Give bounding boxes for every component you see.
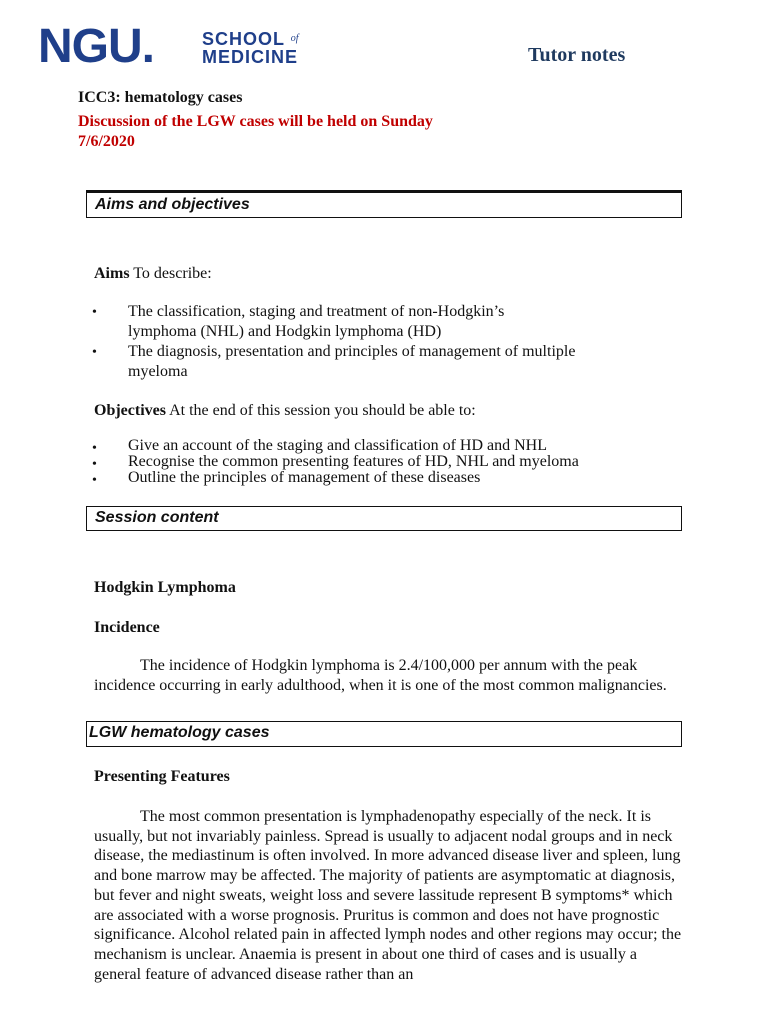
objectives-bullet: Give an account of the staging and classification of HD and NHL xyxy=(128,437,547,454)
logo-medicine-text: MEDICINE xyxy=(202,47,299,67)
aims-label: Aims xyxy=(94,265,130,282)
logo-of-text: of xyxy=(290,33,299,44)
section-box-lgw-cases: LGW hematology cases xyxy=(86,721,682,747)
document-title: ICC3: hematology cases xyxy=(78,89,243,106)
ngu-logo: NGU. xyxy=(38,20,154,73)
bullet-icon: • xyxy=(92,441,97,456)
discussion-notice-date: 7/6/2020 xyxy=(78,133,135,150)
objectives-label: Objectives xyxy=(94,402,166,419)
aims-text: To describe: xyxy=(129,265,212,282)
presenting-features-heading: Presenting Features xyxy=(94,768,230,785)
objectives-text: At the end of this session you should be able to: xyxy=(165,402,476,419)
objectives-bullet: Outline the principles of management of these diseases xyxy=(128,469,481,486)
aims-paragraph xyxy=(94,264,212,283)
bullet-icon: • xyxy=(92,345,97,360)
aims-bullet xyxy=(128,302,688,341)
incidence-heading: Incidence xyxy=(94,619,160,636)
objectives-bullet: Recognise the common presenting features of HD, NHL and myeloma xyxy=(128,453,579,470)
bullet-icon: • xyxy=(92,457,97,472)
presenting-features-paragraph: The most common presentation is lymphadenopathy especially of the neck. It is usually, but not invariably painless. Spread is usually to adjacent nodal groups and in neck disease, the mediastinum is often involved. In more advanced disease liver and spleen, lung and bone marrow may be affected. The majority of patients are asymptomatic at diagnosis, but fever and night sweats, weight loss and severe lassitude represent B symptoms* which are associated with a worse prognosis. Pruritus is common and does not have prognostic significance. Alcohol related pain in affected lymph nodes and other regions may occur; the mechanism is unclear. Anaemia is present in about one third of cases and is usually a general feature of advanced disease rather than an xyxy=(94,808,682,983)
aims-bullet-line: lymphoma (NHL) and Hodgkin lymphoma (HD) xyxy=(128,322,442,340)
bullet-icon: • xyxy=(92,305,97,320)
school-of-medicine-logo xyxy=(202,30,298,66)
section-box-aims-objectives: Aims and objectives xyxy=(86,190,682,218)
aims-bullet xyxy=(128,342,688,381)
section-box-session-content: Session content xyxy=(86,506,682,531)
incidence-paragraph: The incidence of Hodgkin lymphoma is 2.4/100,000 per annum with the peak incidence occurring in early adulthood, when it is one of the most common malignancies. xyxy=(94,657,667,694)
hodgkin-heading: Hodgkin Lymphoma xyxy=(94,579,236,596)
discussion-notice-line1: Discussion of the LGW cases will be held on Sunday xyxy=(78,113,433,130)
aims-bullet-line: myeloma xyxy=(128,362,188,380)
bullet-icon: • xyxy=(92,473,97,488)
tutor-notes-title: Tutor notes xyxy=(528,44,626,66)
objectives-paragraph xyxy=(94,401,476,420)
aims-bullet-line: The diagnosis, presentation and principles of management of multiple xyxy=(128,343,576,360)
aims-bullet-line: The classification, staging and treatment of non-Hodgkin’s xyxy=(128,303,505,320)
logo-school-text: SCHOOL xyxy=(202,29,285,49)
